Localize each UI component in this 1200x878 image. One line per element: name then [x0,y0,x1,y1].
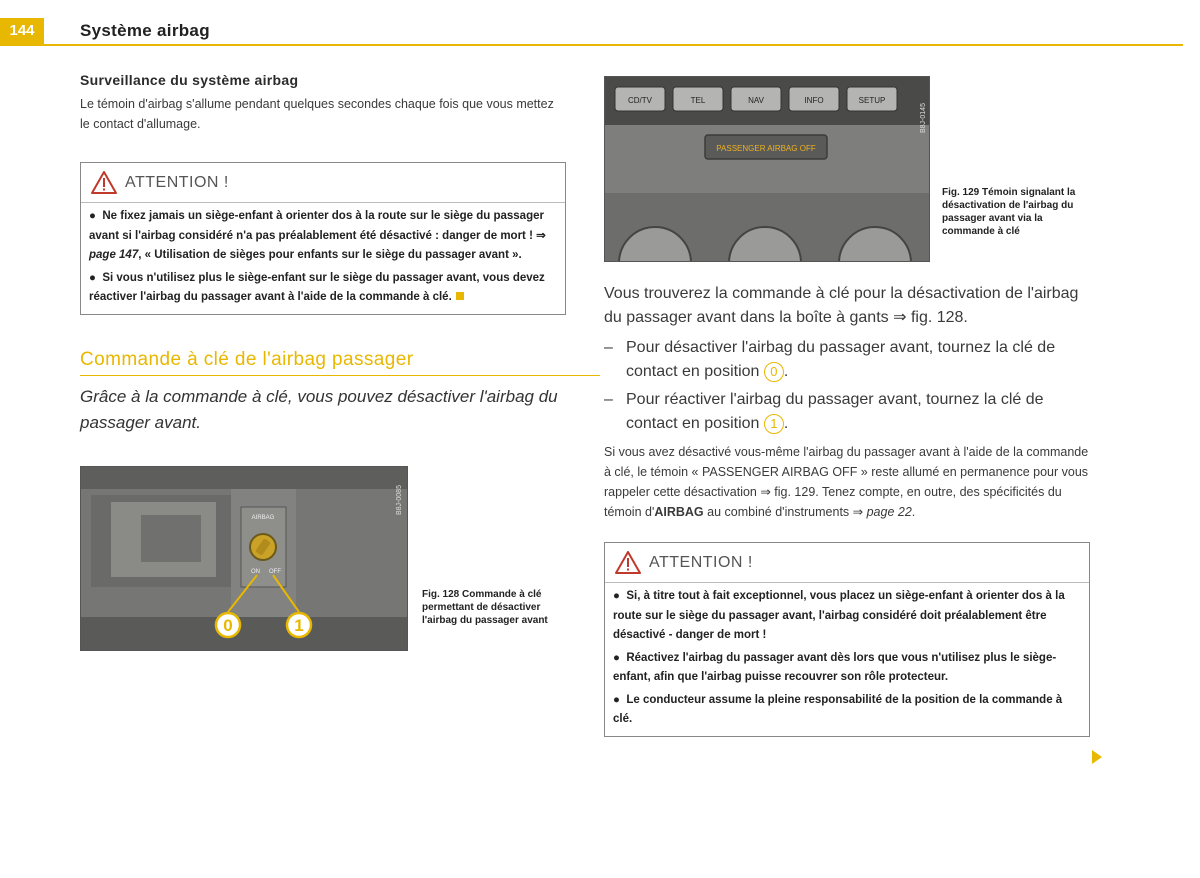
switch-label: AIRBAG [251,514,275,521]
warning-paragraph: ● Réactivez l'airbag du passager avant dès lors que vous n'utilisez plus le siège-enfant, afin que l'airbag puisse recouvrer son rôle protecteur. [613,651,1057,683]
warning-text: Ne fixez jamais un siège-enfant à orienter dos à la route sur le siège du passager avant si l'airbag considéré n'a pas préalablement été désactivé : danger de mort ! ⇒ [89,210,546,242]
warning-header [81,163,565,203]
intro-paragraph: Vous trouverez la commande à clé pour la désactivation de l'airbag du passager avant dans la boîte à gants ⇒ fig. 128. [604,285,1079,326]
warning-text: Si, à titre tout à fait exceptionnel, vous placez un siège-enfant à orienter dos à la route sur le siège du passager avant, l'airbag considéré doit préalablement être désactivé - danger de mort ! [613,590,1065,641]
page-reference-link[interactable]: page 147 [89,249,139,261]
warning-paragraph: ● Si vous n'utilisez plus le siège-enfant sur le siège du passager avant, vous devez réactiver l'airbag du passager avant à l'aide de la commande à clé. [89,271,545,303]
position-1-icon: 1 [764,414,784,434]
airbag-term: AIRBAG [654,505,704,519]
warning-triangle-icon [91,171,117,194]
console-button-label: NAV [748,96,764,105]
page-header [0,18,1183,46]
callout-0-label: 0 [223,615,233,635]
right-column [604,72,1090,737]
figure-128-image [80,466,408,651]
figure-128 [80,466,566,651]
note-text: . [911,505,916,519]
console-button-label: CD/TV [628,96,652,105]
page-reference-link[interactable]: page 22 [866,505,912,519]
section-title: Commande à clé de l'airbag passager [80,349,600,376]
warning-text: Le conducteur assume la pleine responsabilité de la position de la commande à clé. [613,693,1063,725]
warning-paragraph: ● Ne fixez jamais un siège-enfant à orienter dos à la route sur le siège du passager avant si l'airbag considéré n'a pas préalablement été désactivé : danger de mort ! ⇒ page 147, « Utilisation de sièges pour enfants sur le siège du passager avant ». [89,210,546,261]
figure-code: B8J-0145 [920,103,927,133]
switch-off-label: OFF [269,568,281,575]
instruction-label: Pour désactiver l'airbag du passager avant, tournez la clé de contact en position [626,339,1056,380]
dashboard-illustration [605,77,930,262]
instruction-item [604,336,1090,384]
warning-box-1 [80,162,566,315]
end-marker [456,292,464,300]
warning-text: Si vous n'utilisez plus le siège-enfant sur le siège du passager avant, vous devez réactiver l'airbag du passager avant à l'aide de la commande à clé. [89,271,545,303]
warning-box-2 [604,542,1090,737]
warning-text: , « Utilisation de sièges pour enfants sur le siège du passager avant ». [138,249,522,261]
figure-129 [604,76,1090,262]
warning-title: ATTENTION ! [649,553,753,571]
lamp-text: PASSENGER AIRBAG OFF [716,144,816,153]
page-number: 144 [0,18,44,44]
instruction-list [604,336,1090,436]
surveillance-text: Le témoin d'airbag s'allume pendant quelques secondes chaque fois que vous mettez le contact d'allumage. [80,97,554,131]
console-button-label: SETUP [858,96,886,105]
warning-title: ATTENTION ! [125,173,229,191]
note-text: au combiné d'instruments ⇒ [703,505,867,519]
note-text: Si vous avez désactivé vous-même l'airbag du passager avant à l'aide de la commande à clé, le témoin « PASSENGER AIRBAG OFF » reste allumé en permanence pour vous rappeler cette désactivation ⇒ fig. 129. Tenez compte, en outre, des spécificités du témoin d' [604,445,1089,519]
list-dash: – [604,339,613,356]
figure-129-image [604,76,930,262]
instruction-item [604,388,1090,436]
warning-header [605,543,1089,583]
warning-triangle-icon [615,551,641,574]
section-intro: Grâce à la commande à clé, vous pouvez désactiver l'airbag du passager avant. [80,386,558,432]
console-button-group [615,87,897,111]
console-button-label: TEL [690,96,706,105]
figure-129-caption: Fig. 129 Témoin signalant la désactivation de l'airbag du passager avant via la commande à clé [942,187,1076,237]
left-column [80,72,566,651]
page-title: Système airbag [80,21,210,40]
instruction-text: Pour réactiver l'airbag du passager avant, tournez la clé de contact en position 1 . [626,391,1044,432]
figure-128-caption: Fig. 128 Commande à clé permettant de désactiver l'airbag du passager avant [422,588,548,626]
console-button-label: INFO [804,96,824,105]
figure-code: B8J-0085 [396,484,403,515]
callout-1-label: 1 [294,615,304,635]
position-0-icon: 0 [764,362,784,382]
list-dash: – [604,391,613,408]
surveillance-heading: Surveillance du système airbag [80,72,299,88]
instruction-label: Pour réactiver l'airbag du passager avant, tournez la clé de contact en position [626,391,1044,432]
warning-body [605,583,1089,736]
switch-on-label: ON [251,568,260,575]
note-paragraph [604,442,1090,522]
warning-body [81,203,565,314]
glovebox-illustration [81,467,408,651]
warning-text: Réactivez l'airbag du passager avant dès lors que vous n'utilisez plus le siège-enfant, afin que l'airbag puisse recouvrer son rôle protecteur. [613,651,1057,683]
continue-arrow-icon [1092,750,1102,764]
warning-paragraph: ● Si, à titre tout à fait exceptionnel, vous placez un siège-enfant à orienter dos à la route sur le siège du passager avant, l'airbag considéré doit préalablement être désactivé - danger de mort ! [613,590,1065,641]
instruction-text: Pour désactiver l'airbag du passager avant, tournez la clé de contact en position 0 . [626,339,1056,380]
warning-paragraph: ● Le conducteur assume la pleine responsabilité de la position de la commande à clé. [613,693,1063,725]
